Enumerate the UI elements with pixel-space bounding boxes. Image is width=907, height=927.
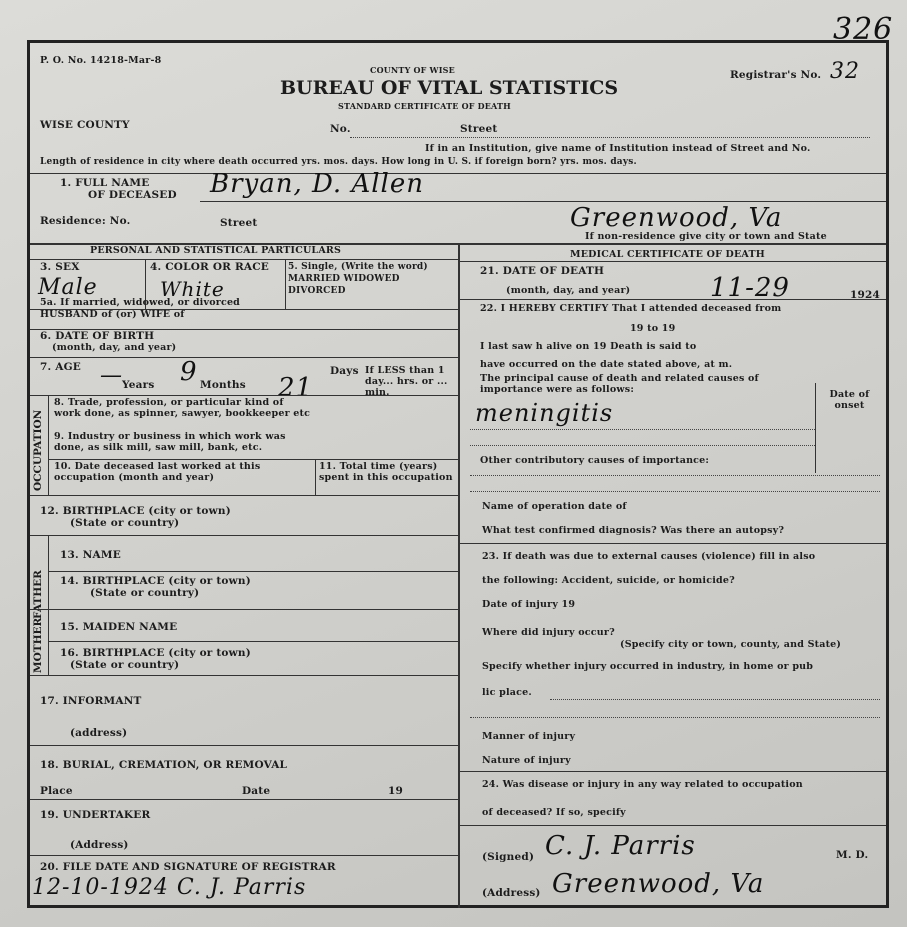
address-value: Greenwood, Va [552,869,765,899]
length-of-residence: Length of residence in city where death occurred yrs. mos. days. How long in U. S. if foreign born? yrs. mos. days. [40,157,637,167]
page-number: 326 [833,12,894,47]
marital-label: 5. Single, (Write the word) MARRIED WIDOWED DIVORCED [288,262,428,296]
burial-date: Date [242,785,271,797]
address-label: (Address) [482,887,541,899]
undertaker-label: 19. UNDERTAKER [40,809,151,821]
divider [30,395,458,396]
md-label: M. D. [836,849,869,861]
father-birthplace-sub: (State or country) [90,587,200,599]
age-years-label: Years [122,379,155,391]
undertaker-address: (Address) [70,839,129,851]
cause-line [470,445,815,446]
dod-sub: (month, day, and year) [506,285,631,296]
specify-line [470,717,880,718]
divider [30,609,458,610]
county-label: COUNTY OF WISE [370,65,455,75]
divider [458,543,886,544]
specify-injury-1: Specify whether injury occurred in industry, in home or pub [482,661,814,672]
death-certificate-form [27,40,889,908]
occurred: have occurred on the date stated above, at m. [480,359,733,370]
divider [48,395,49,495]
signed-label: (Signed) [482,851,535,863]
father-side-label: FATHER [32,570,44,619]
of-deceased-label: OF DECEASED [88,189,177,201]
occupation-11: 11. Total time (years) spent in this occupation [319,461,453,483]
full-name-value: Bryan, D. Allen [210,169,424,199]
residence-street-label: Street [220,217,258,229]
residence-value: Greenwood, Va [570,203,783,233]
personal-section-title: PERSONAL AND STATISTICAL PARTICULARS [90,245,342,256]
question-24-1: 24. Was disease or injury in any way related to occupation [482,779,803,790]
operation: Name of operation date of [482,501,627,512]
spouse-label: 5a. If married, widowed, or divorced HUSBAND of (or) WIFE of [40,297,241,320]
certify-text: 22. I HEREBY CERTIFY That I attended deceased from [480,303,782,314]
where-injury: Where did injury occur? [482,627,615,638]
date-of-injury: Date of injury 19 [482,599,576,610]
divider [458,825,886,826]
divider [48,459,458,460]
mother-side-label: MOTHER [32,617,44,673]
divider [458,771,886,772]
no-label: No. [330,123,351,135]
file-date-label: 20. FILE DATE AND SIGNATURE OF REGISTRAR [40,861,336,873]
external-causes-2: the following: Accident, suicide, or homicide? [482,575,735,586]
full-name-label: 1. FULL NAME [60,177,150,189]
certify-dates: 19 to 19 [630,323,676,334]
other-causes-line [470,475,880,476]
where-injury-sub: (Specify city or town, county, and State) [620,639,842,650]
divider [30,357,458,358]
divider [30,495,458,496]
principal-cause-label: The principal cause of death and related causes of importance were as follows: [480,373,759,395]
age-months-value: 9 [180,357,198,387]
color-label: 4. COLOR OR RACE [150,261,269,273]
registrar-no-label: Registrar's No. [730,69,822,81]
other-causes-line [470,491,880,492]
dob-sub: (month, day, and year) [52,342,177,353]
last-saw: I last saw h alive on 19 Death is said to [480,341,697,352]
nature-of-injury: Nature of injury [482,755,571,766]
color-value: White [160,277,225,301]
street-line [350,137,870,138]
external-causes-1: 23. If death was due to external causes (violence) fill in also [482,551,816,562]
occupation-10: 10. Date deceased last worked at this occupation (month and year) [54,461,261,483]
manner-of-injury: Manner of injury [482,731,576,742]
bureau-title: BUREAU OF VITAL STATISTICS [280,77,619,99]
question-24-2: of deceased? If so, specify [482,807,626,818]
informant-address: (address) [70,727,128,739]
divider [30,173,886,174]
po-number: P. O. No. 14218-Mar-8 [40,55,162,66]
cause-value: meningitis [475,399,614,427]
dod-value: 11-29 [710,273,790,303]
mother-maiden-label: 15. MAIDEN NAME [60,621,178,633]
birthplace-label: 12. BIRTHPLACE (city or town) [40,505,231,517]
mother-birthplace-sub: (State or country) [70,659,180,671]
divider [30,745,458,746]
institution-note: If in an Institution, give name of Institution instead of Street and No. [425,143,811,154]
certificate-title: STANDARD CERTIFICATE OF DEATH [338,101,511,111]
age-less-label: If LESS than 1 day... hrs. or ... min. [365,365,448,398]
age-months-label: Months [200,379,246,391]
wise-county-label: WISE COUNTY [40,119,130,131]
burial-place: Place [40,785,73,797]
registrar-no-value: 32 [830,59,860,84]
divider [30,855,458,856]
divider [30,259,458,260]
occupation-side-label: OCCUPATION [32,409,44,491]
mother-birthplace-label: 16. BIRTHPLACE (city or town) [60,647,251,659]
divider [30,675,458,676]
divider [458,299,886,300]
sex-value: Male [38,275,98,300]
father-birthplace-label: 14. BIRTHPLACE (city or town) [60,575,251,587]
divider [815,383,816,473]
column-divider [458,243,460,908]
divider [48,571,458,572]
sex-label: 3. SEX [40,261,80,273]
medical-section-title: MEDICAL CERTIFICATE OF DEATH [570,249,765,260]
divider [458,261,886,262]
father-name-label: 13. NAME [60,549,121,561]
signed-value: C. J. Parris [545,831,696,861]
informant-label: 17. INFORMANT [40,695,142,707]
age-years-dash: — [100,363,123,388]
divider [315,459,316,495]
file-date-value: 12-10-1924 C. J. Parris [32,875,307,900]
occupation-9: 9. Industry or business in which work was done, as silk mill, saw mill, bank, etc. [54,431,286,453]
other-causes: Other contributory causes of importance: [480,455,710,466]
divider [30,799,458,800]
age-days-value: 21 [278,373,314,403]
test-confirmed: What test confirmed diagnosis? Was there an autopsy? [482,525,785,536]
dob-label: 6. DATE OF BIRTH [40,330,155,342]
divider [30,535,458,536]
occupation-8: 8. Trade, profession, or particular kind of work done, as spinner, sawyer, bookkeeper etc [54,397,311,419]
age-label: 7. AGE [40,361,81,373]
non-residence-note: If non-residence give city or town and State [585,231,827,242]
specify-line [550,699,880,700]
divider [48,535,49,675]
residence-label: Residence: No. [40,215,131,227]
specify-injury-2: lic place. [482,687,532,698]
name-line [200,201,886,202]
cause-line [470,429,815,430]
dod-year: 1924 [850,289,881,301]
burial-year: 19 [388,785,404,797]
birthplace-sub: (State or country) [70,517,180,529]
burial-label: 18. BURIAL, CREMATION, OR REMOVAL [40,759,288,771]
age-days-label: Days [330,365,359,377]
date-of-onset: Date of onset [829,389,870,411]
divider [48,641,458,642]
street-label: Street [460,123,498,135]
dod-label: 21. DATE OF DEATH [480,265,605,277]
